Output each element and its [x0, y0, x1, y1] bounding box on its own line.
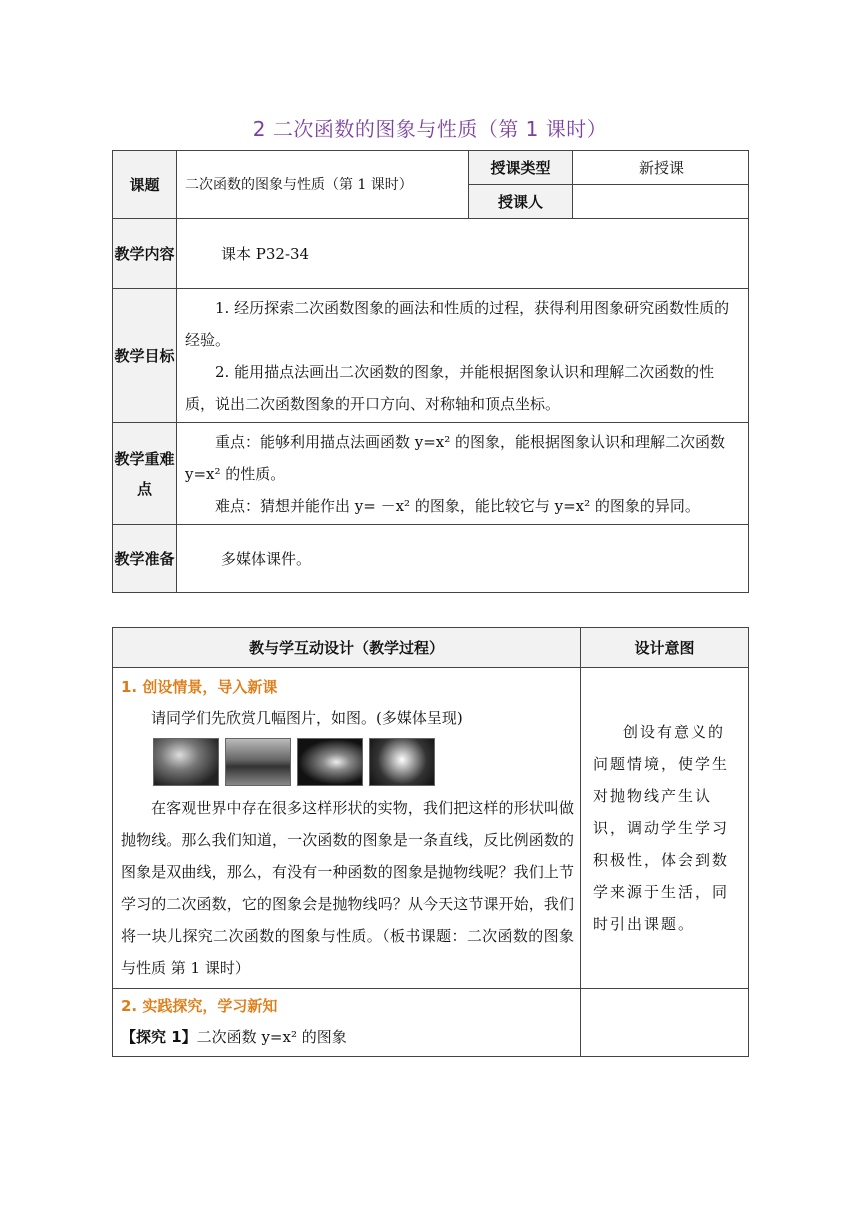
prep-label-text: 教学准备	[114, 549, 175, 568]
content-label-text: 教学内容	[114, 244, 175, 263]
explore-1-tag: 【探究 1】	[121, 1028, 197, 1046]
section-1-title: 1. 创设情景，导入新课	[121, 678, 278, 696]
goals-label-text: 教学目标	[114, 346, 175, 365]
prep-label	[113, 525, 177, 593]
section-1-intent: 创设有意义的问题情境，使学生对抛物线产生认识，调动学生学习积极性，体会到数学来源于生活，同时引出课题。	[581, 668, 749, 989]
section-1-cell	[113, 668, 581, 989]
explore-1-line	[113, 1021, 580, 1053]
photo-strip	[113, 734, 580, 792]
section-2-title: 2. 实践探究，学习新知	[121, 997, 278, 1015]
key-cell	[177, 423, 749, 525]
goal-1: 1. 经历探索二次函数图象的画法和性质的过程，获得利用图象研究函数性质的经验。	[185, 298, 730, 349]
type-label: 授课类型	[469, 151, 573, 185]
section-1-intro: 请同学们先欣赏几幅图片，如图。(多媒体呈现)	[151, 709, 463, 727]
goals-label	[113, 289, 177, 423]
topic-label: 课题	[113, 151, 177, 219]
page-title: 2 二次函数的图象与性质（第 1 课时）	[252, 117, 608, 141]
water-arc-photo-icon	[297, 738, 363, 786]
intent-header: 设计意图	[581, 628, 749, 668]
process-table	[112, 627, 749, 1057]
section-1-body: 在客观世界中存在很多这样形状的实物，我们把这样的形状叫做抛物线。那么我们知道，一次函数的图象是一条直线，反比例函数的图象是双曲线，那么，有没有一种函数的图象是抛物线呢？我们上节学习的二次函数，它的图象会是抛物线吗？从今天这节课开始，我们将一块儿探究二次函数的图象与性质。（板书课题：二次函数的图象与性质 第 1 课时）	[121, 799, 574, 977]
section-2-cell	[113, 989, 581, 1057]
type-value: 新授课	[573, 151, 749, 185]
goals-cell	[177, 289, 749, 423]
key-label	[113, 423, 177, 525]
teacher-value	[573, 185, 749, 219]
fountain-photo-icon	[153, 738, 219, 786]
process-header: 教与学互动设计（教学过程）	[113, 628, 581, 668]
key-label-text: 教学重难点	[114, 449, 175, 498]
key-point: 重点：能够利用描点法画函数 y=x² 的图象，能根据图象认识和理解二次函数 y=x² 的性质。	[185, 432, 726, 483]
section-2-intent	[581, 989, 749, 1057]
arch-photo-icon	[369, 738, 435, 786]
topic-value: 二次函数的图象与性质（第 1 课时）	[177, 151, 469, 219]
content-value: 课本 P32-34	[177, 219, 749, 289]
prep-value: 多媒体课件。	[177, 525, 749, 593]
goal-2: 2. 能用描点法画出二次函数的图象，并能根据图象认识和理解二次函数的性质，说出二次函数图象的开口方向、对称轴和顶点坐标。	[185, 362, 715, 413]
explore-1-text: 二次函数 y=x² 的图象	[196, 1028, 347, 1046]
bridge-photo-icon	[225, 738, 291, 786]
teacher-label: 授课人	[469, 185, 573, 219]
content-label	[113, 219, 177, 289]
difficulty: 难点：猜想并能作出 y= －x² 的图象，能比较它与 y=x² 的图象的异同。	[215, 496, 700, 515]
lesson-info-table	[112, 150, 749, 593]
